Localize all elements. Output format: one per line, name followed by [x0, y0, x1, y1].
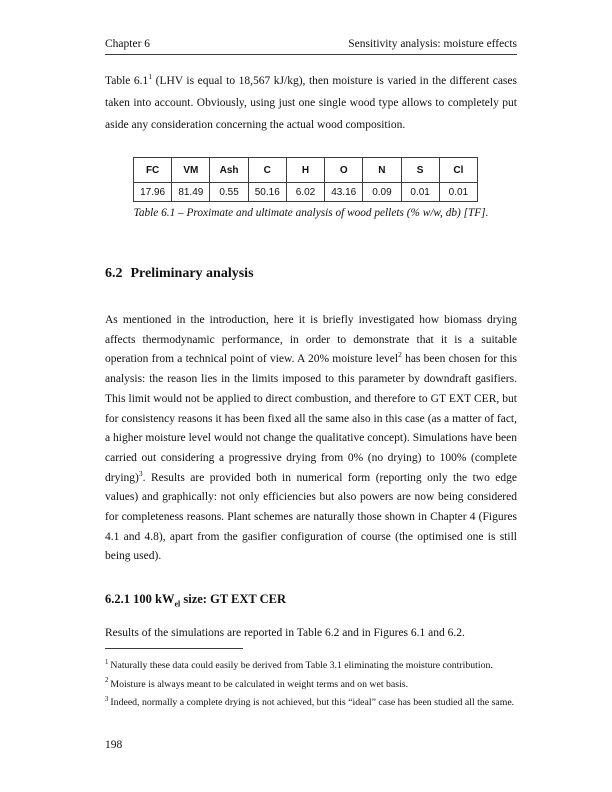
results-sentence: Results of the simulations are reported in Table 6.2 and in Figures 6.1 and 6.2. — [105, 627, 465, 639]
subsection-heading-6-2-1 — [105, 592, 286, 607]
body-paragraph — [105, 311, 517, 567]
proximate-ultimate-table — [133, 157, 478, 202]
footnote-1 — [105, 659, 519, 672]
footnote-marker-1: 1 — [105, 658, 109, 666]
section-heading-6-2 — [105, 266, 254, 282]
table-value-cell: 43.16 — [325, 183, 363, 202]
table-value-cell: 0.01 — [439, 183, 477, 202]
footnote-marker-3: 3 — [105, 695, 109, 703]
subsection-title-pre: 6.2.1 100 kW — [105, 592, 175, 606]
body-text-3: . Results are provided both in numerical form (reporting only the two edge values) and graphically: not only efficiencies but also powers are now being considered for completeness reasons. Plant schemes are naturally those shown in Chapter 4 (Figures 4.1 and 4.8), apart from the gasifier configuration of course (the optimised one is still being used). — [105, 471, 517, 563]
footnote-text-1: Naturally these data could easily be derived from Table 3.1 eliminating the moisture contribution. — [110, 660, 493, 671]
header-rule — [105, 54, 517, 55]
table-header-cell: S — [401, 158, 439, 183]
table-header-cell: FC — [134, 158, 172, 183]
running-header — [105, 38, 517, 50]
section-number: 6.2 — [105, 266, 123, 281]
table-header-cell: Cl — [439, 158, 477, 183]
intro-text-1: Table 6.1 — [105, 75, 149, 87]
table-value-cell: 50.16 — [248, 183, 286, 202]
footnote-3 — [105, 696, 519, 709]
subsection-subscript: el — [174, 599, 181, 609]
table-value-cell: 0.01 — [401, 183, 439, 202]
table-value-cell: 17.96 — [134, 183, 172, 202]
table-value-row — [134, 183, 478, 202]
intro-paragraph — [105, 71, 517, 136]
running-header-chapter: Chapter 6 — [105, 38, 151, 50]
footnote-ref-1: 1 — [148, 72, 153, 82]
footnote-marker-2: 2 — [105, 677, 109, 685]
page-number: 198 — [105, 739, 123, 751]
footnote-2 — [105, 678, 519, 691]
table-value-cell: 6.02 — [286, 183, 324, 202]
table-header-row — [134, 158, 478, 183]
table-header-cell: H — [286, 158, 324, 183]
body-text-2: has been chosen for this analysis: the reason lies in the limits imposed to this parameter by downdraft gasifiers. This limit would not be applied to direct combustion, and therefore to GT EXT CER, but for consistency reasons it has been fixed all the same also in this case (as a matter of fact, a higher moisture level would not change the qualitative concept). Simulations have been carried out considering a progressive drying from 0% (no drying) to 100% (complete drying) — [105, 353, 517, 484]
footnote-ref-2: 2 — [398, 350, 402, 360]
intro-text-2: (LHV is equal to 18,567 kJ/kg), then moisture is varied in the different cases taken into account. Obviously, using just one single wood type allows to completely put aside any consideration concerning the actual wood composition. — [105, 75, 517, 131]
table-caption: Table 6.1 – Proximate and ultimate analysis of wood pellets (% w/w, db) [TF]. — [133, 207, 489, 219]
subsection-title-post: size: GT EXT CER — [180, 592, 287, 606]
table-header-cell: O — [325, 158, 363, 183]
footnotes-block — [105, 659, 519, 715]
table-header-cell: C — [248, 158, 286, 183]
running-header-title: Sensitivity analysis: moisture effects — [348, 38, 517, 50]
footnote-text-2: Moisture is always meant to be calculated in weight terms and on wet basis. — [110, 678, 409, 690]
table-header-cell: Ash — [210, 158, 248, 183]
table-header-cell: N — [363, 158, 401, 183]
footnote-text-3: Indeed, normally a complete drying is not achieved, but this “ideal” case has been studied all the same. — [110, 697, 515, 708]
footnote-ref-3: 3 — [138, 468, 143, 478]
body-text-1: As mentioned in the introduction, here it is briefly investigated how biomass drying affects thermodynamic performance, in order to demonstrate that it is a suitable operation from a technical point of view. A 20% moisture level — [105, 314, 517, 366]
table-value-cell: 81.49 — [172, 183, 210, 202]
section-title: Preliminary analysis — [130, 266, 254, 281]
table-header-cell: VM — [172, 158, 210, 183]
table-value-cell: 0.09 — [363, 183, 401, 202]
footnote-separator-rule — [105, 648, 243, 649]
table-value-cell: 0.55 — [210, 183, 248, 202]
